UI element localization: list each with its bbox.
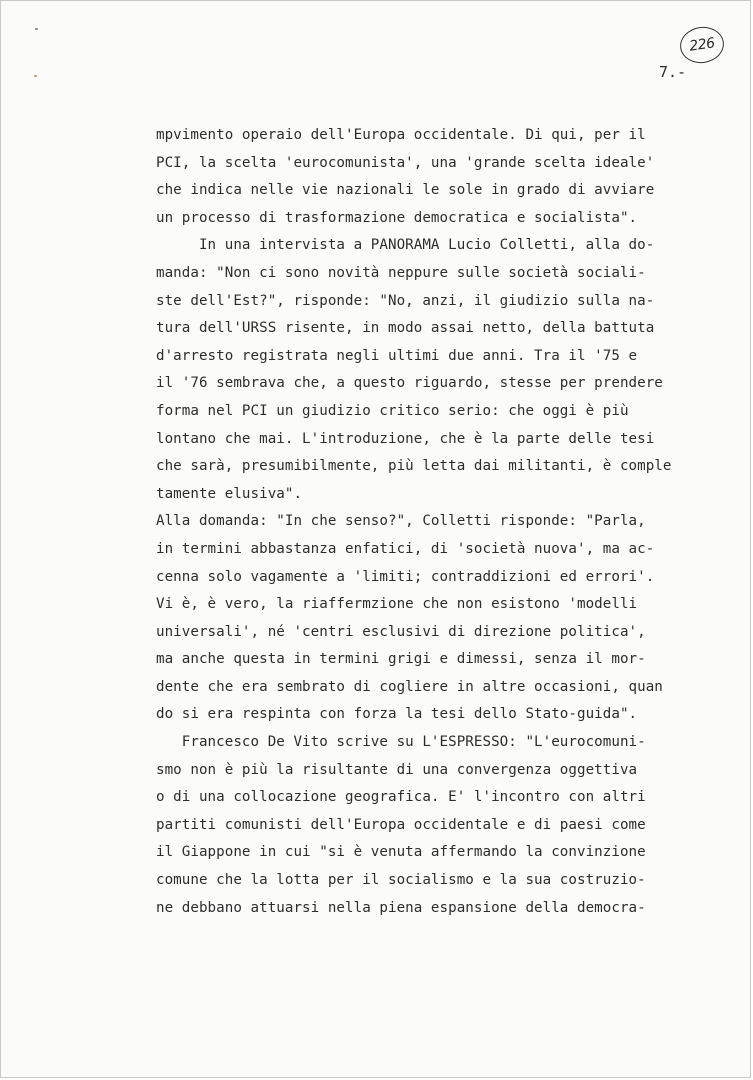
text-line: lontano che mai. L'introduzione, che è la parte delle tesi: [156, 430, 655, 447]
text-line: che indica nelle vie nazionali le sole in grado di avviare: [156, 182, 655, 199]
paper-speck: [35, 28, 38, 30]
text-line: manda: "Non ci sono novità neppure sulle società sociali-: [156, 264, 646, 281]
paper-speck: [34, 75, 37, 77]
text-line: d'arresto registrata negli ultimi due anni. Tra il '75 e: [156, 347, 638, 364]
text-line: dente che era sembrato di cogliere in altre occasioni, quan: [156, 678, 663, 695]
text-line: In una intervista a PANORAMA Lucio Colletti, alla do-: [156, 237, 655, 254]
text-line: comune che la lotta per il socialismo e la sua costruzio-: [156, 872, 646, 889]
page-number: 7.-: [659, 63, 687, 81]
text-line: ma anche questa in termini grigi e dimessi, senza il mor-: [156, 651, 646, 668]
text-line: il '76 sembrava che, a questo riguardo, stesse per prendere: [156, 375, 663, 392]
text-line: PCI, la scelta 'eurocomunista', una 'grande scelta ideale': [156, 154, 655, 171]
text-line: il Giappone in cui "si è venuta affermando la convinzione: [156, 844, 646, 861]
text-line: in termini abbastanza enfatici, di 'società nuova', ma ac-: [156, 540, 655, 557]
text-line: un processo di trasformazione democratica e socialista".: [156, 209, 638, 226]
text-line: mpvimento operaio dell'Europa occidentale. Di qui, per il: [156, 127, 646, 143]
text-line: Vi è, è vero, la riaffermzione che non esistono 'modelli: [156, 596, 638, 613]
text-line: o di una collocazione geografica. E' l'incontro con altri: [156, 789, 646, 806]
typed-body-text: [156, 122, 672, 922]
archive-stamp-number: 226: [688, 35, 716, 55]
text-line: ste dell'Est?", risponde: "No, anzi, il giudizio sulla na-: [156, 292, 655, 309]
text-line: smo non è più la risultante di una convergenza oggettiva: [156, 761, 638, 778]
text-line: partiti comunisti dell'Europa occidentale e di paesi come: [156, 816, 646, 833]
text-line: che sarà, presumibilmente, più letta dai militanti, è comple: [156, 458, 672, 475]
text-line: forma nel PCI un giudizio critico serio: che oggi è più: [156, 402, 629, 419]
text-line: universali', né 'centri esclusivi di direzione politica',: [156, 623, 646, 640]
text-line: do si era respinta con forza la tesi dello Stato-guida".: [156, 706, 638, 723]
text-line: cenna solo vagamente a 'limiti; contraddizioni ed errori'.: [156, 568, 655, 585]
text-line: Francesco De Vito scrive su L'ESPRESSO: "L'eurocomuni-: [156, 734, 646, 751]
archive-stamp-circle: [678, 24, 727, 66]
text-line: tura dell'URSS risente, in modo assai netto, della battuta: [156, 320, 655, 337]
text-line: tamente elusiva".: [156, 485, 303, 502]
text-line: Alla domanda: "In che senso?", Colletti risponde: "Parla,: [156, 513, 646, 530]
text-line: ne debbano attuarsi nella piena espansione della democra-: [156, 899, 646, 916]
